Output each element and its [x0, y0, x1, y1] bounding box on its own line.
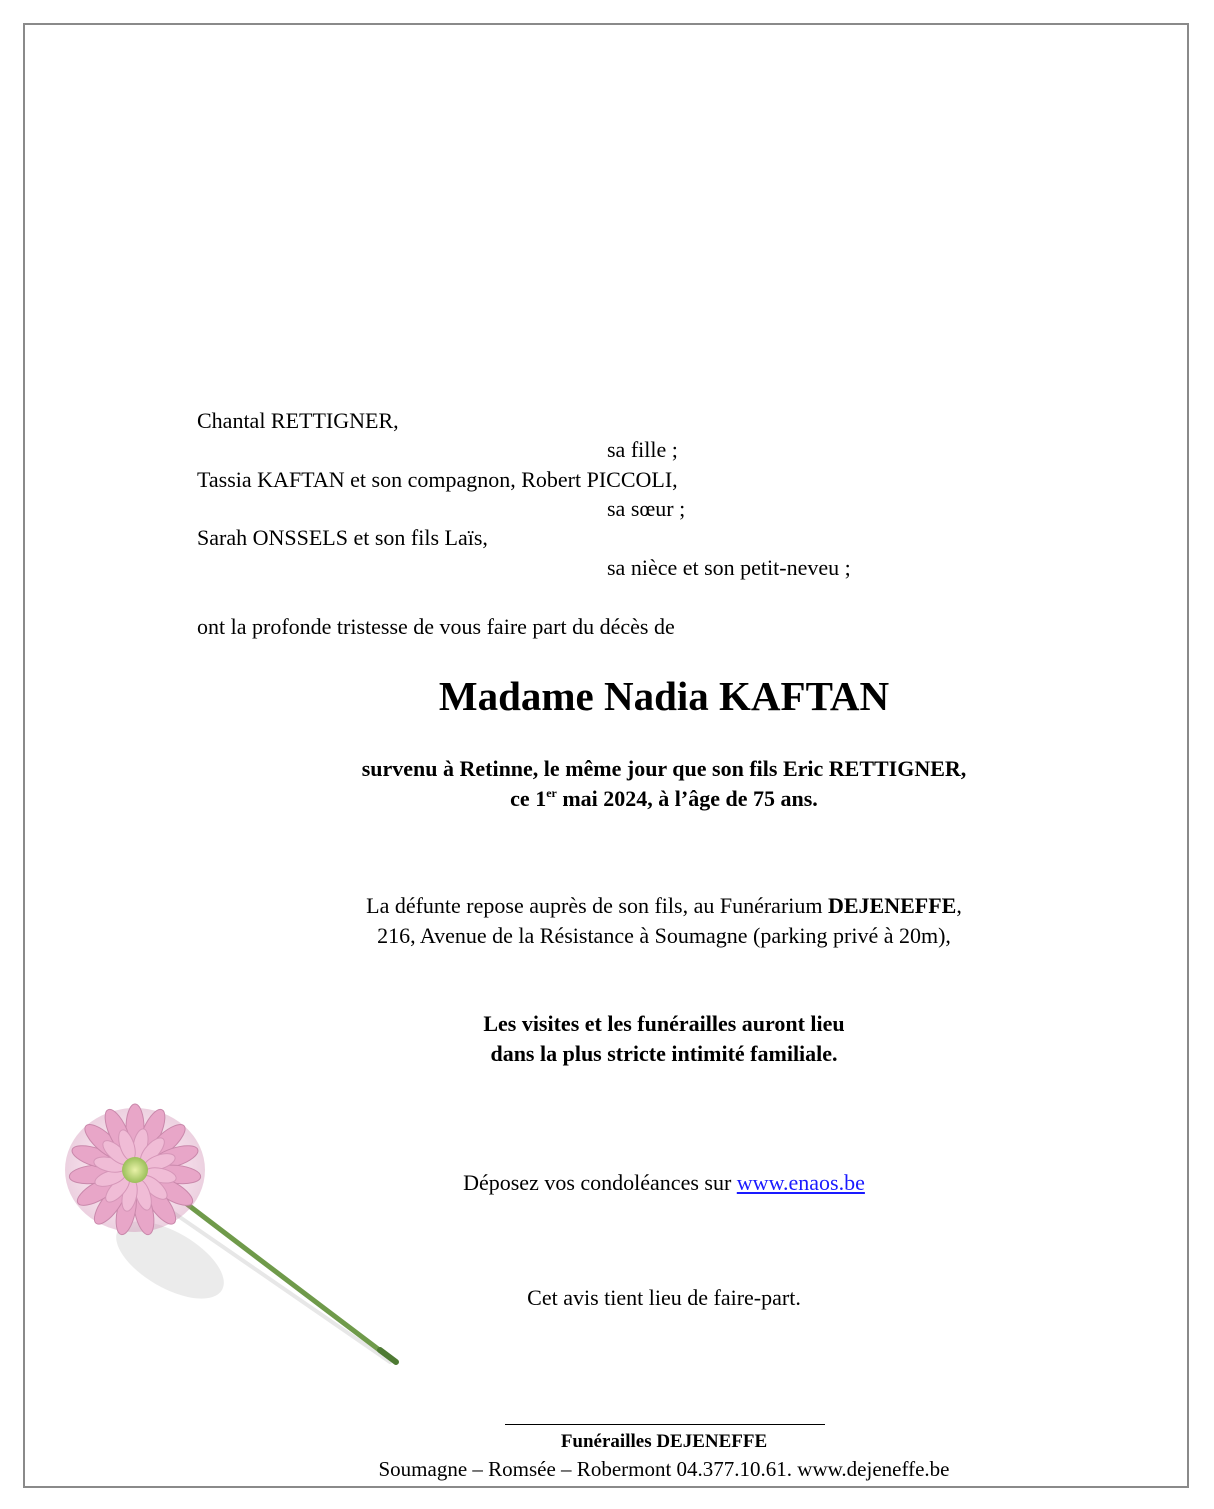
- footer-details: Soumagne – Romsée – Robermont 04.377.10.61. www.dejeneffe.be: [378, 1457, 950, 1481]
- deceased-name: Madame Nadia KAFTAN: [438, 673, 890, 719]
- funerarium-name: DEJENEFFE: [828, 893, 957, 918]
- family-relation-3: sa nièce et son petit-neveu ;: [607, 555, 851, 580]
- circumstances-line-2: ce 1er mai 2024, à l’âge de 75 ans.: [510, 786, 818, 811]
- repose-line-2: 216, Avenue de la Résistance à Soumagne (parking privé à 20m),: [377, 923, 951, 948]
- family-name-3: Sarah ONSSELS et son fils Laïs,: [197, 525, 488, 550]
- ordinal-superscript: er: [546, 786, 557, 800]
- family-name-2: Tassia KAFTAN et son compagnon, Robert PICCOLI,: [197, 467, 678, 492]
- pink-flower-icon: [60, 1100, 410, 1380]
- condolences-line: Déposez vos condoléances sur www.enaos.be: [463, 1170, 865, 1195]
- announcement-text: ont la profonde tristesse de vous faire part du décès de: [197, 614, 675, 639]
- visits-line-2: dans la plus stricte intimité familiale.: [490, 1041, 838, 1066]
- family-relation-1: sa fille ;: [607, 437, 678, 462]
- visits-line-1: Les visites et les funérailles auront lieu: [483, 1011, 845, 1036]
- circumstances-line-1: survenu à Retinne, le même jour que son fils Eric RETTIGNER,: [361, 756, 967, 781]
- footer-divider: [505, 1424, 825, 1425]
- footer-company: Funérailles DEJENEFFE: [560, 1431, 768, 1452]
- repose-line-1: La défunte repose auprès de son fils, au Funérarium DEJENEFFE,: [366, 893, 962, 918]
- condolences-link[interactable]: www.enaos.be: [736, 1170, 865, 1195]
- family-relation-2: sa sœur ;: [607, 496, 686, 521]
- family-name-1: Chantal RETTIGNER,: [197, 408, 399, 433]
- notice-text: Cet avis tient lieu de faire-part.: [527, 1285, 801, 1310]
